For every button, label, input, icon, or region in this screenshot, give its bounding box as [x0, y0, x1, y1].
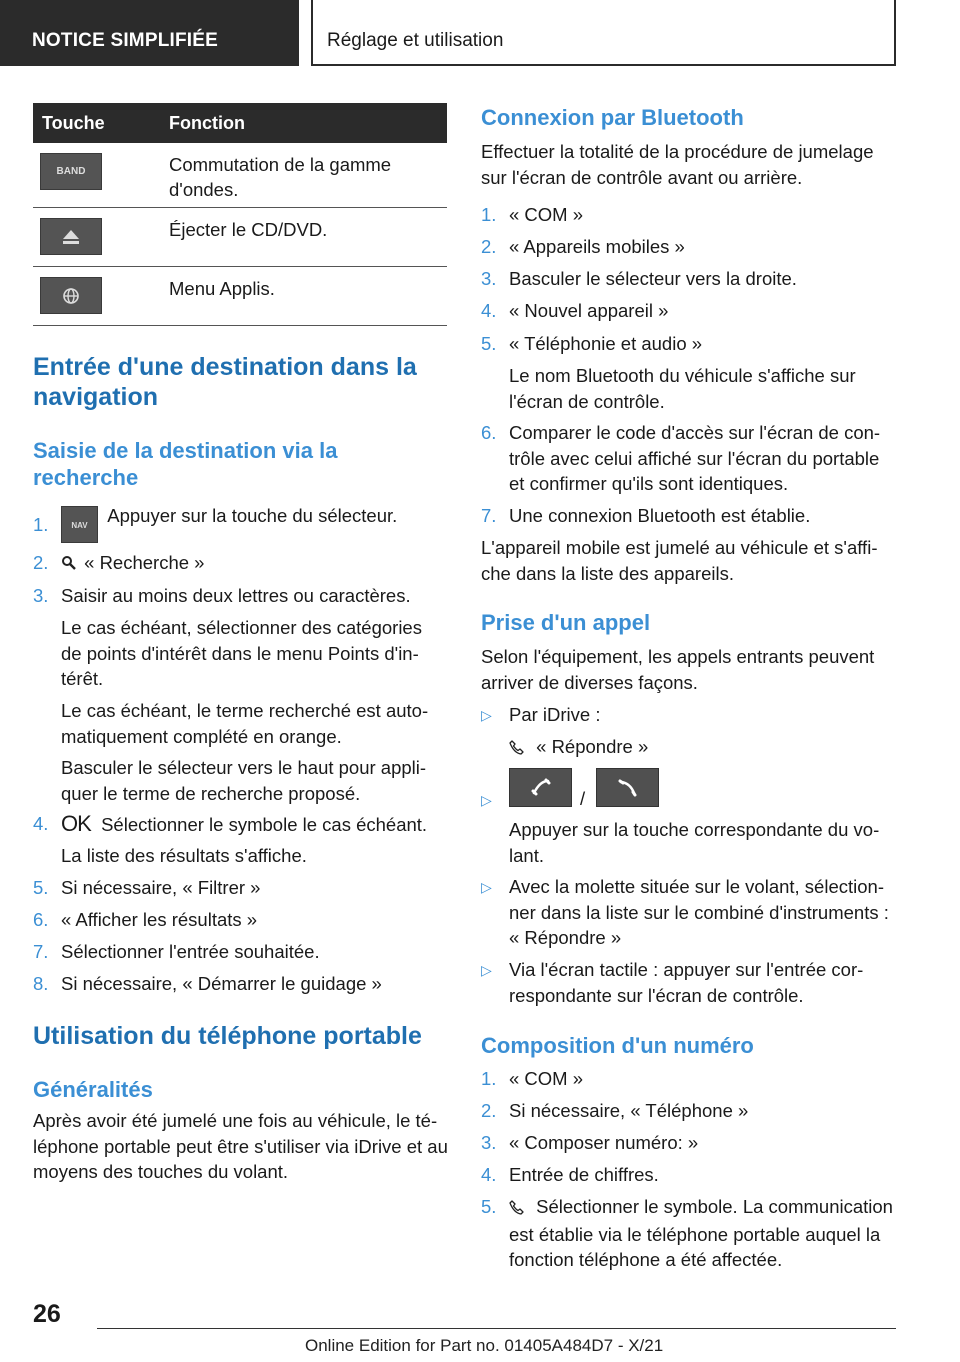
- bullet-triangle-icon: ▷: [481, 879, 492, 895]
- page-number: 26: [33, 1300, 61, 1328]
- slash-separator: /: [580, 788, 586, 809]
- call-option: Appuyer sur la touche correspondante du volant.: [509, 819, 880, 866]
- list-item: 3. Basculer le sélecteur vers la droite.: [481, 268, 797, 289]
- table-cell-function: Commutation de la gamme d'ondes.: [169, 154, 392, 200]
- band-button-icon: BAND: [40, 153, 102, 190]
- call-option: Via l'écran tactile : appuyer sur l'entrée correspondante sur l'écran de contrôle.: [509, 959, 864, 1006]
- heading-search-entry: Saisie de la destination via la recherche: [33, 438, 338, 490]
- list-item: 1. « COM »: [481, 204, 584, 225]
- step-note: La liste des résultats s'affiche.: [61, 845, 307, 866]
- list-item: 5. Si nécessaire, « Filtrer »: [33, 877, 261, 898]
- list-item: 1. « COM »: [481, 1068, 584, 1089]
- bluetooth-outro: L'appareil mobile est jumelé au véhicule et s'affiche dans la liste des appareils.: [481, 537, 878, 584]
- eject-button-icon: [40, 218, 102, 255]
- table-row: [33, 143, 447, 208]
- phone-pickup-icon: [530, 777, 552, 799]
- heading-destination-entry: Entrée d'une destination dans la navigation: [33, 353, 417, 411]
- list-item: 2. « Appareils mobiles »: [481, 236, 685, 257]
- list-item: 5. Sélectionner le symbole. La communication est établie via le téléphone portable auquel la fonction téléphone a été affectée.: [481, 1196, 893, 1270]
- list-item: 7. Sélectionner l'entrée souhaitée.: [33, 941, 320, 962]
- call-option-answer: « Répondre »: [509, 734, 896, 762]
- bluetooth-intro: Effectuer la totalité de la procédure de jumelage sur l'écran de contrôle avant ou arrière.: [481, 141, 874, 188]
- list-item: 3. Saisir au moins deux lettres ou caractères.: [33, 585, 411, 606]
- list-item: 2. « Recherche »: [33, 550, 447, 576]
- bullet-triangle-icon: ▷: [481, 792, 492, 808]
- step-note: Le cas échéant, sélectionner des catégories de points d'intérêt dans le menu Points d'intérêt.: [61, 617, 422, 689]
- table-cell-function: Éjecter le CD/DVD.: [169, 219, 328, 240]
- bullet-triangle-icon: ▷: [481, 707, 492, 723]
- list-item: 3. « Composer numéro: »: [481, 1132, 699, 1153]
- key-function-table: [33, 103, 447, 326]
- list-item: 4. Entrée de chiffres.: [481, 1164, 659, 1185]
- heading-phone-usage: Utilisation du téléphone portable: [33, 1022, 422, 1050]
- call-intro: Selon l'équipement, les appels entrants peuvent arriver de diverses façons.: [481, 646, 875, 693]
- table-header: [33, 103, 447, 143]
- apps-button-icon: [40, 277, 102, 314]
- table-cell-function: Menu Applis.: [169, 278, 275, 299]
- list-item: 4. « Nouvel appareil »: [481, 300, 669, 321]
- col-key-header: Touche: [42, 112, 105, 133]
- general-paragraph: Après avoir été jumelé une fois au véhicule, le téléphone portable peut être s'utiliser via iDrive et au moyens des touches du volant.: [33, 1110, 448, 1182]
- nav-button-icon: NAV: [61, 506, 98, 543]
- list-item: 6. « Afficher les résultats »: [33, 909, 258, 930]
- bullet-triangle-icon: ▷: [481, 962, 492, 978]
- list-item: 4. OK Sélectionner le symbole le cas échéant.: [33, 811, 428, 836]
- list-item: 6. Comparer le code d'accès sur l'écran de contrôle avec celui affiché sur l'écran du portable et confirmer qu'ils sont identiques.: [481, 422, 881, 494]
- table-row: [33, 208, 447, 267]
- section-tab: NOTICE SIMPLIFIÉE: [0, 0, 299, 66]
- step-note: Le cas échéant, le terme recherché est automatiquement complété en orange.: [61, 700, 429, 747]
- col-function-header: Fonction: [169, 112, 245, 133]
- phone-call-icon: [509, 1196, 531, 1222]
- list-item: 2. Si nécessaire, « Téléphone »: [481, 1100, 749, 1121]
- ok-icon: OK: [61, 811, 91, 836]
- phone-hangup-icon: [617, 777, 639, 799]
- heading-dial-number: Composition d'un numéro: [481, 1033, 754, 1058]
- search-icon: [61, 552, 79, 578]
- table-row: [33, 267, 447, 326]
- list-item: 7. Une connexion Bluetooth est établie.: [481, 505, 811, 526]
- answer-call-button[interactable]: [509, 768, 572, 807]
- step-note: Le nom Bluetooth du véhicule s'affiche sur l'écran de contrôle.: [509, 365, 856, 412]
- footer-rule: [97, 1328, 896, 1329]
- heading-general: Généralités: [33, 1077, 153, 1102]
- footer-edition: Online Edition for Part no. 01405A484D7 - X/21: [305, 1336, 664, 1355]
- phone-answer-icon: [509, 736, 531, 762]
- heading-incoming-call: Prise d'un appel: [481, 610, 651, 635]
- chapter-title: Réglage et utilisation: [311, 0, 896, 66]
- list-item: 8. Si nécessaire, « Démarrer le guidage »: [33, 973, 382, 994]
- call-option: Avec la molette située sur le volant, sélectionner dans la liste sur le combiné d'instruments : « Répondre »: [509, 876, 889, 948]
- list-item: 1. NAV Appuyer sur la touche du sélecteur.: [33, 512, 447, 542]
- list-item: 5. « Téléphonie et audio »: [481, 333, 703, 354]
- call-option: Par iDrive :: [509, 704, 601, 725]
- end-call-button[interactable]: [596, 768, 659, 807]
- heading-bluetooth: Connexion par Bluetooth: [481, 105, 744, 130]
- step-note: Basculer le sélecteur vers le haut pour appliquer le terme de recherche proposé.: [61, 757, 427, 804]
